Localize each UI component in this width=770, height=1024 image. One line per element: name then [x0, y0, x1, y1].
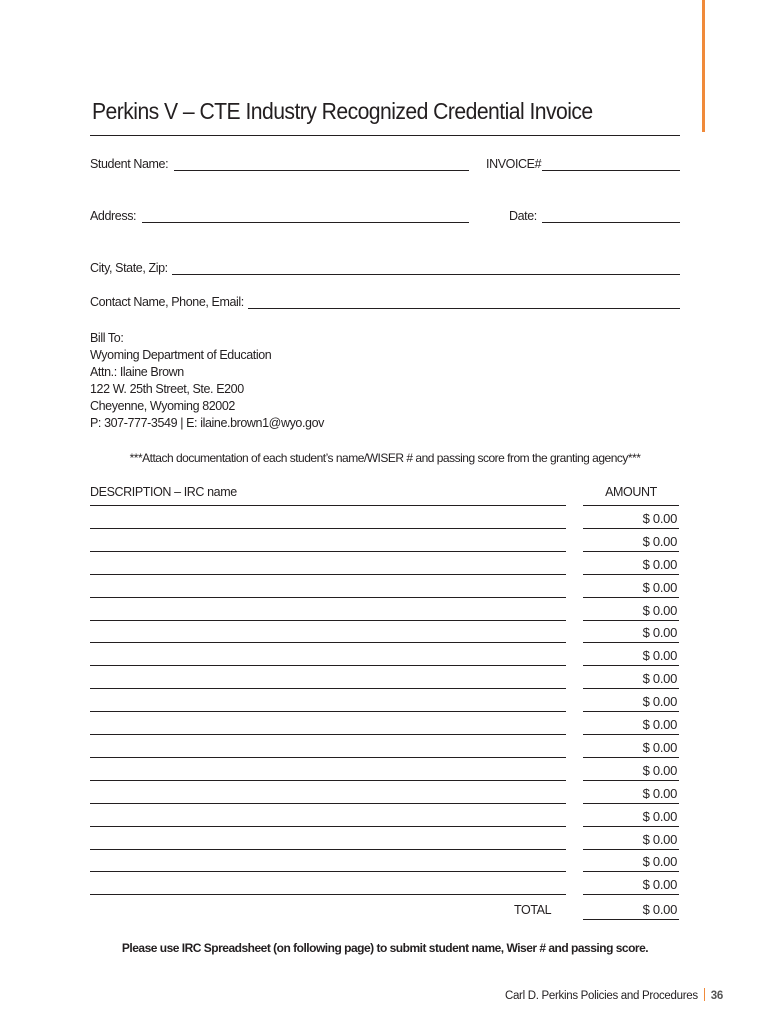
amount-line — [583, 894, 679, 895]
address-field[interactable] — [142, 222, 469, 223]
amount-value[interactable]: $ 0.00 — [642, 831, 677, 847]
amount-line — [583, 711, 679, 712]
amount-line — [583, 597, 679, 598]
description-line[interactable] — [90, 620, 566, 621]
date-label: Date: — [509, 209, 537, 223]
description-line[interactable] — [90, 849, 566, 850]
amount-value[interactable]: $ 0.00 — [642, 648, 677, 664]
amount-value[interactable]: $ 0.00 — [642, 694, 677, 710]
bill-to-line: Wyoming Department of Education — [90, 347, 272, 362]
bottom-note: Please use IRC Spreadsheet (on following page) to submit student name, Wiser # and passing score. — [121, 941, 649, 955]
description-line[interactable] — [90, 734, 566, 735]
bill-to-line: P: 307-777-3549 | E: ilaine.brown1@wyo.gov — [90, 415, 325, 430]
description-line[interactable] — [90, 528, 566, 529]
total-label: TOTAL — [514, 903, 552, 917]
bill-to-line: 122 W. 25th Street, Ste. E200 — [90, 381, 244, 396]
amount-value[interactable]: $ 0.00 — [642, 533, 677, 549]
amount-header: AMOUNT — [605, 485, 657, 499]
amount-line — [583, 734, 679, 735]
amount-value[interactable]: $ 0.00 — [642, 579, 677, 595]
amount-line — [583, 780, 679, 781]
amount-value[interactable]: $ 0.00 — [642, 739, 677, 755]
bill-to-block — [90, 330, 324, 431]
city-state-zip-field[interactable] — [172, 274, 680, 275]
description-line[interactable] — [90, 597, 566, 598]
amount-line — [583, 849, 679, 850]
amount-line — [583, 871, 679, 872]
page-footer — [505, 988, 723, 1002]
description-line[interactable] — [90, 803, 566, 804]
amount-header-underline — [583, 505, 679, 506]
amount-value[interactable]: $ 0.00 — [642, 625, 677, 641]
amount-line — [583, 665, 679, 666]
amount-value[interactable]: $ 0.00 — [642, 671, 677, 687]
invoice-field[interactable] — [542, 170, 680, 171]
student-name-field[interactable] — [174, 170, 469, 171]
description-line[interactable] — [90, 871, 566, 872]
bill-to-line: Attn.: Ilaine Brown — [90, 364, 184, 379]
amount-value[interactable]: $ 0.00 — [642, 717, 677, 732]
description-line[interactable] — [90, 826, 566, 827]
description-line[interactable] — [90, 642, 566, 643]
amount-line — [583, 803, 679, 804]
amount-value[interactable]: $ 0.00 — [642, 854, 677, 870]
page-number: 36 — [710, 990, 723, 1002]
amount-value[interactable]: $ 0.00 — [642, 808, 677, 824]
amount-line — [583, 642, 679, 643]
description-line[interactable] — [90, 757, 566, 758]
total-underline — [583, 919, 679, 920]
amount-line — [583, 688, 679, 689]
amount-line — [583, 620, 679, 621]
bill-to-line: Bill To: — [90, 331, 124, 345]
amount-line — [583, 574, 679, 575]
description-line[interactable] — [90, 711, 566, 712]
amount-line — [583, 551, 679, 552]
description-line[interactable] — [90, 665, 566, 666]
contact-field[interactable] — [248, 308, 680, 309]
amount-value[interactable]: $ 0.00 — [642, 762, 677, 778]
amount-line — [583, 528, 679, 529]
city-state-zip-label: City, State, Zip: — [90, 261, 168, 275]
description-header: DESCRIPTION – IRC name — [90, 485, 237, 499]
student-name-label: Student Name: — [90, 157, 169, 171]
accent-bar — [702, 0, 705, 132]
amount-value[interactable]: $ 0.00 — [642, 785, 677, 801]
description-line[interactable] — [90, 780, 566, 781]
amount-value[interactable]: $ 0.00 — [642, 510, 677, 526]
description-line[interactable] — [90, 688, 566, 689]
description-line[interactable] — [90, 894, 566, 895]
total-value: $ 0.00 — [642, 902, 677, 917]
address-label: Address: — [90, 209, 137, 223]
amount-line — [583, 826, 679, 827]
footer-divider — [704, 988, 705, 1001]
amount-value[interactable]: $ 0.00 — [642, 602, 677, 618]
title-divider — [90, 135, 680, 136]
attach-note: ***Attach documentation of each student’s name/WISER # and passing score from the granting agency*** — [129, 451, 641, 465]
bill-to-line: Cheyenne, Wyoming 82002 — [90, 398, 235, 413]
invoice-label: INVOICE# — [486, 157, 542, 171]
description-line[interactable] — [90, 551, 566, 552]
footer-text: Carl D. Perkins Policies and Procedures — [504, 990, 698, 1002]
amount-value[interactable]: $ 0.00 — [642, 556, 677, 572]
date-field[interactable] — [542, 222, 680, 223]
amount-line — [583, 757, 679, 758]
description-header-underline — [90, 505, 566, 506]
page-title: Perkins V – CTE Industry Recognized Credential Invoice — [92, 98, 593, 124]
amount-value[interactable]: $ 0.00 — [642, 877, 677, 893]
description-line[interactable] — [90, 574, 566, 575]
contact-label: Contact Name, Phone, Email: — [90, 295, 244, 309]
